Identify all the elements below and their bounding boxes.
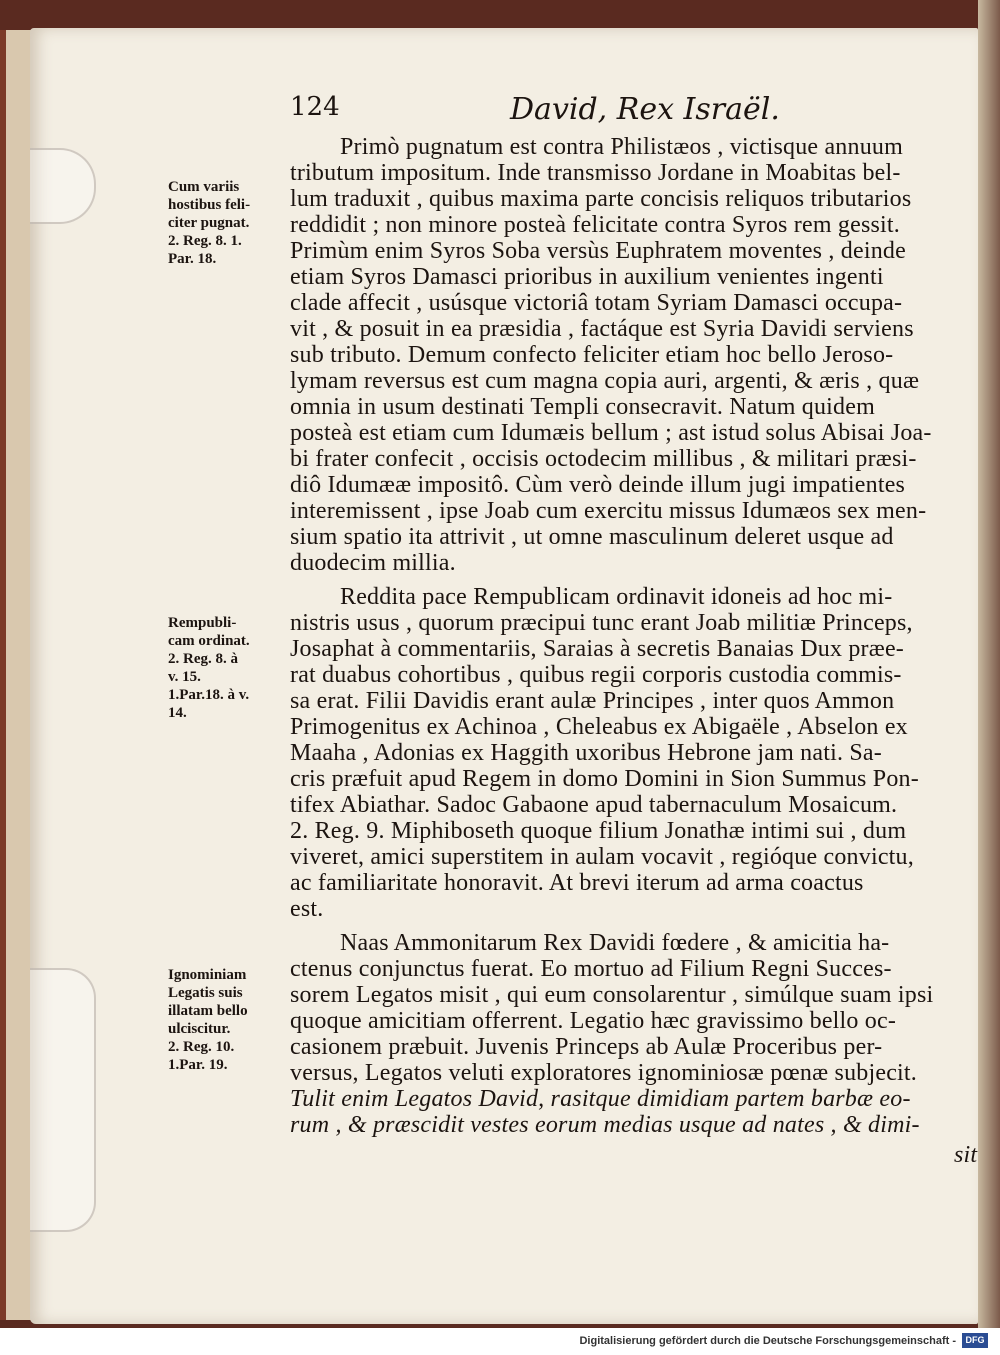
text-line: 2. Reg. 9. Miphiboseth quoque filium Jonathæ intimi sui , dum xyxy=(290,818,907,844)
page-clip-icon xyxy=(30,968,96,1232)
text-line: sub tributo. Demum confecto feliciter etiam hoc bello Jeroso- xyxy=(290,342,894,368)
margin-note-line: v. 15. xyxy=(168,669,201,685)
margin-note-line: Legatis suis xyxy=(168,985,243,1001)
text-line: lymam reversus est cum magna copia auri, argenti, & æris , quæ xyxy=(290,368,920,394)
margin-note-line: Cum variis xyxy=(168,179,240,195)
dfg-logo: DFG xyxy=(962,1333,988,1348)
text-line: casionem præbuit. Juvenis Princeps ab Aulæ Proceribus per- xyxy=(290,1034,883,1060)
text-line: interemissent , ipse Joab cum exercitu missus Idumæos sex men- xyxy=(290,498,927,524)
margin-note-line: Rempubli- xyxy=(168,615,237,631)
page-clip-icon xyxy=(30,148,96,224)
text-line: Primogenitus ex Achinoa , Cheleabus ex Abigaële , Abselon ex xyxy=(290,714,908,740)
margin-note-line: 2. Reg. 8. 1. xyxy=(168,233,242,249)
running-head: David, Rex Israël. xyxy=(510,92,780,127)
margin-note-line: 14. xyxy=(168,705,187,721)
text-line: sium spatio ita attrivit , ut omne masculinum deleret usque ad xyxy=(290,524,894,550)
book-edge-right xyxy=(978,0,1000,1328)
text-line: ctenus conjunctus fuerat. Eo mortuo ad Filium Regni Succes- xyxy=(290,956,892,982)
text-line: sa erat. Filii Davidis erant aulæ Principes , inter quos Ammon xyxy=(290,688,895,714)
text-line: reddidit ; non minore posteà felicitate contra Syros rem gessit. xyxy=(290,212,900,238)
text-line: omnia in usum destinati Templi consecravit. Natum quidem xyxy=(290,394,875,420)
margin-note xyxy=(168,966,293,1074)
text-line: Tulit enim Legatos David, rasitque dimidiam partem barbæ eo- xyxy=(290,1086,911,1112)
margin-note xyxy=(168,614,293,722)
catchword: sit xyxy=(954,1142,978,1168)
text-line: quoque amicitiam offerrent. Legatio hæc gravissimo bello oc- xyxy=(290,1008,897,1034)
text-line: Primò pugnatum est contra Philistæos , victisque annuum xyxy=(340,134,903,160)
margin-note-line: 1.Par. 19. xyxy=(168,1057,228,1073)
book-edge-left xyxy=(0,30,34,1320)
text-line: Naas Ammonitarum Rex Davidi fœdere , & amicitia ha- xyxy=(340,930,890,956)
digitization-footer xyxy=(0,1328,1000,1355)
margin-note-line: Ignominiam xyxy=(168,967,247,983)
margin-note-line: Par. 18. xyxy=(168,251,217,267)
text-line: rum , & præscidit vestes eorum medias usque ad nates , & dimi- xyxy=(290,1112,920,1138)
page-header xyxy=(290,92,990,132)
margin-note-line: 1.Par.18. à v. xyxy=(168,687,250,703)
page-number: 124 xyxy=(290,92,340,122)
margin-note-line: illatam bello xyxy=(168,1003,248,1019)
text-line: Primùm enim Syros Soba versùs Euphratem moventes , deinde xyxy=(290,238,906,264)
text-line: cris præfuit apud Regem in domo Domini in Sion Summus Pon- xyxy=(290,766,919,792)
margin-note xyxy=(168,178,293,268)
text-line: vit , & posuit in ea præsidia , factáque est Syria Davidi serviens xyxy=(290,316,914,342)
margin-note-line: hostibus feli- xyxy=(168,197,251,213)
funding-credit: Digitalisierung gefördert durch die Deutsche Forschungsgemeinschaft - xyxy=(579,1335,956,1347)
text-line: etiam Syros Damasci prioribus in auxilium venientes ingenti xyxy=(290,264,884,290)
margin-note-line: cam ordinat. xyxy=(168,633,250,649)
text-line: rat duabus cohortibus , quibus regii corporis custodia commis- xyxy=(290,662,902,688)
text-line: sorem Legatos misit , qui eum consolarentur , simúlque suam ipsi xyxy=(290,982,934,1008)
text-line: lum traduxit , quibus maxima parte concisis reliquos tributarios xyxy=(290,186,912,212)
margin-note-line: 2. Reg. 10. xyxy=(168,1039,235,1055)
text-line: bi frater confecit , occisis octodecim millibus , & militari præsi- xyxy=(290,446,917,472)
text-line: posteà est etiam cum Idumæis bellum ; ast istud solus Abisai Joa- xyxy=(290,420,932,446)
margin-note-line: 2. Reg. 8. à xyxy=(168,651,238,667)
text-line: tifex Abiathar. Sadoc Gabaone apud tabernaculum Mosaicum. xyxy=(290,792,898,818)
text-line: est. xyxy=(290,896,324,922)
text-line: Maaha , Adonias ex Haggith uxoribus Hebrone jam nati. Sa- xyxy=(290,740,882,766)
text-line: diô Idumææ impositô. Cùm verò deinde illum jugi impatientes xyxy=(290,472,906,498)
text-line: Reddita pace Rempublicam ordinavit idoneis ad hoc mi- xyxy=(340,584,893,610)
text-line: Josaphat à commentariis, Saraias à secretis Banaias Dux præe- xyxy=(290,636,905,662)
text-line: nistris usus , quorum præcipui tunc erant Joab militiæ Princeps, xyxy=(290,610,913,636)
text-line: versus, Legatos veluti exploratores ignominiosæ pœnæ subjecit. xyxy=(290,1060,917,1086)
margin-note-line: citer pugnat. xyxy=(168,215,250,231)
text-line: viveret, amici superstitem in aulam vocavit , regióque convictu, xyxy=(290,844,914,870)
margin-note-line: ulciscitur. xyxy=(168,1021,231,1037)
text-line: ac familiaritate honoravit. At brevi iterum ad arma coactus xyxy=(290,870,864,896)
text-line: tributum impositum. Inde transmisso Jordane in Moabitas bel- xyxy=(290,160,901,186)
text-line: clade affecit , usúsque victoriâ totam Syriam Damasci occupa- xyxy=(290,290,903,316)
text-line: duodecim millia. xyxy=(290,550,456,576)
